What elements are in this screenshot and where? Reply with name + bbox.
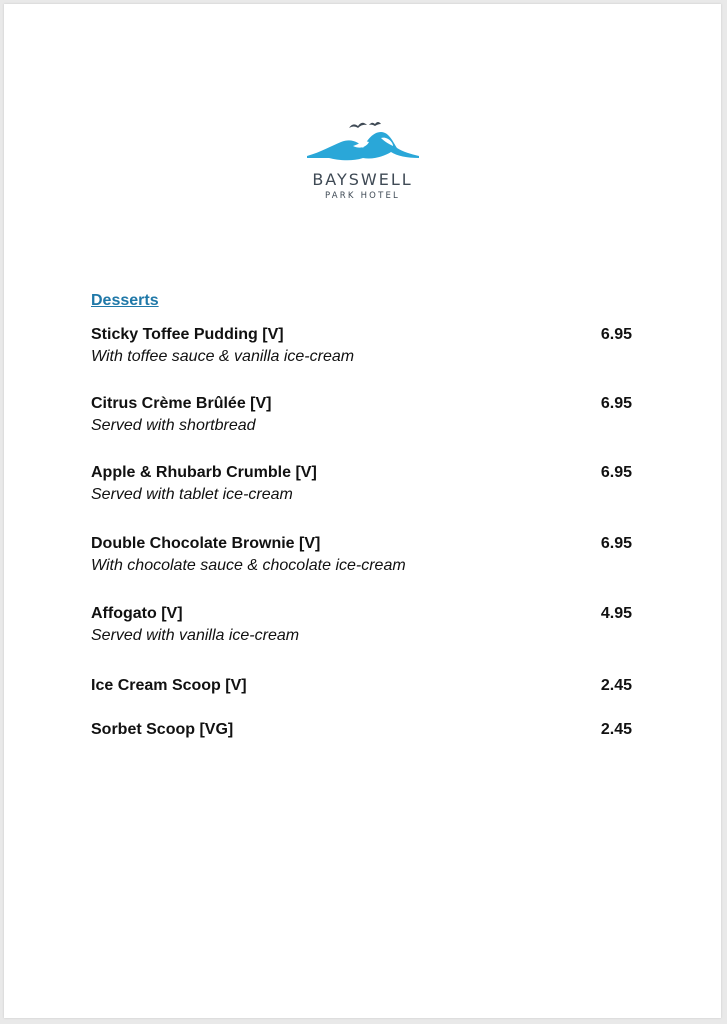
item-name: Apple & Rhubarb Crumble [V] [91, 464, 317, 481]
item-description: With toffee sauce & vanilla ice-cream [91, 348, 355, 365]
menu-item [91, 395, 632, 435]
item-name: Ice Cream Scoop [V] [91, 677, 247, 694]
item-price: 4.95 [600, 605, 632, 622]
item-name: Double Chocolate Brownie [V] [91, 535, 321, 552]
menu-item [91, 535, 632, 575]
item-name: Sorbet Scoop [VG] [91, 721, 234, 738]
hotel-logo [4, 116, 721, 201]
item-description: Served with vanilla ice-cream [91, 627, 300, 644]
menu-item [91, 464, 632, 504]
item-name: Affogato [V] [91, 605, 183, 622]
menu-item [91, 326, 632, 366]
hotel-subtitle: PARK HOTEL [325, 191, 400, 201]
item-name: Citrus Crème Brûlée [V] [91, 395, 272, 412]
item-description: Served with shortbread [91, 417, 256, 434]
item-price: 2.45 [600, 721, 632, 738]
menu-item [91, 677, 632, 695]
item-price: 6.95 [600, 395, 632, 412]
item-name: Sticky Toffee Pudding [V] [91, 326, 284, 343]
menu-item [91, 721, 632, 739]
section-heading-desserts: Desserts [91, 292, 159, 309]
hotel-name: BAYSWELL [312, 170, 413, 189]
item-price: 2.45 [600, 677, 632, 694]
item-price: 6.95 [600, 464, 632, 481]
menu-page [4, 4, 721, 1018]
wave-gulls-logo-icon [307, 116, 419, 162]
item-description: With chocolate sauce & chocolate ice-cream [91, 557, 406, 574]
item-price: 6.95 [600, 326, 632, 343]
menu-item [91, 605, 632, 645]
item-price: 6.95 [600, 535, 632, 552]
item-description: Served with tablet ice-cream [91, 486, 293, 503]
